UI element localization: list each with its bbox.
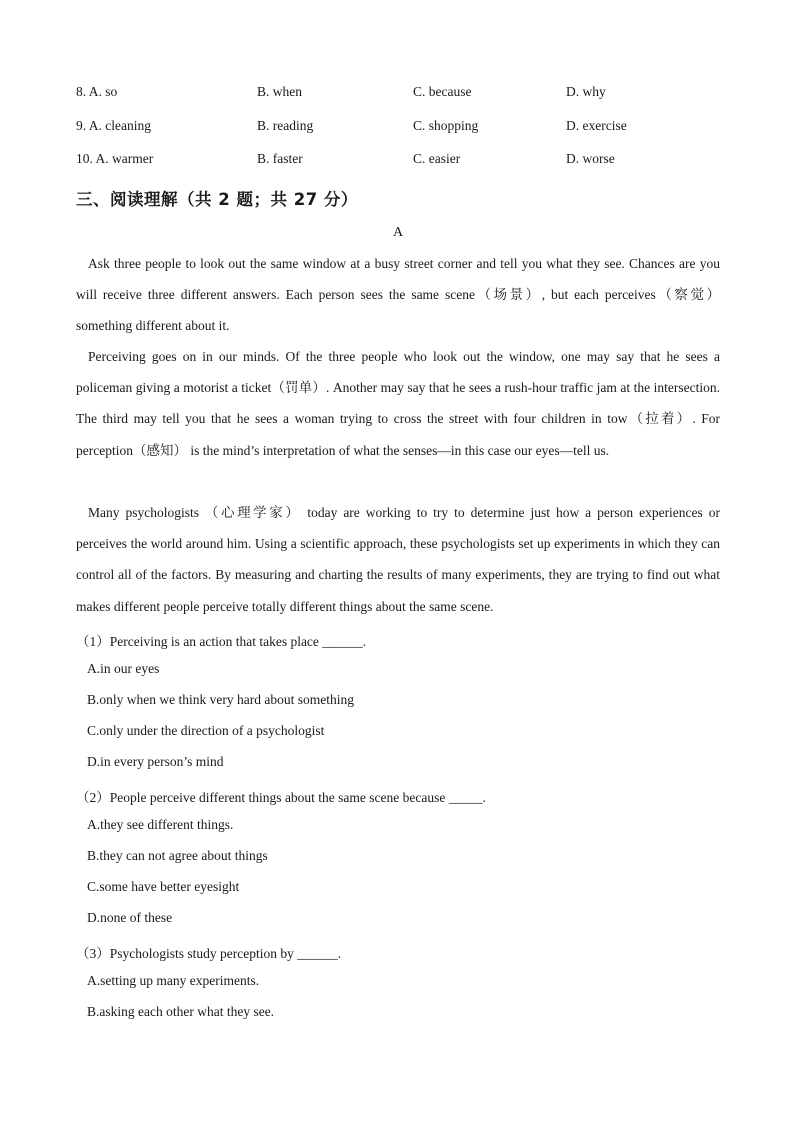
question-2-choice-c: C.some have better eyesight	[87, 879, 240, 894]
option-10-d: D. worse	[566, 151, 615, 166]
passage-paragraph-3: Many psychologists （心理学家） today are working to try to determine just how a person experiences or perceives the world around him. Using a scientific approach, these psychologists set up experiments in which they can control all of the factors. By measuring and charting the results of many experiments, they are trying to find out what makes different people perceive totally different things about the same scene.	[76, 505, 720, 614]
section-title: 三、阅读理解（共 2 题；共 27 分）	[76, 190, 358, 209]
option-8-d: D. why	[566, 84, 606, 99]
question-2-choice-d: D.none of these	[87, 910, 173, 925]
option-row-9	[76, 118, 720, 138]
passage-paragraph-2: Perceiving goes on in our minds. Of the three people who look out the window, one may say that he sees a policeman giving a motorist a ticket（罚单）. Another may say that he sees a rush-hour traffic jam at the intersection. The third may tell you that he sees a woman trying to cross the street with four children in tow（拉着）. For perception（感知） is the mind’s interpretation of what the senses—in this case our eyes—tell us.	[76, 349, 720, 458]
question-2-choice-b: B.they can not agree about things	[87, 848, 268, 863]
option-8-c: C. because	[413, 84, 472, 99]
option-9-b: B. reading	[257, 118, 314, 133]
question-2-choice-a: A.they see different things.	[87, 817, 234, 832]
question-1-choice-b: B.only when we think very hard about something	[87, 692, 354, 707]
option-9-d: D. exercise	[566, 118, 627, 133]
question-3-choice-a: A.setting up many experiments.	[87, 973, 260, 988]
question-2-stem: （2）People perceive different things about the same scene because _____.	[76, 790, 486, 805]
option-10-a: 10. A. warmer	[76, 151, 154, 166]
option-10-b: B. faster	[257, 151, 303, 166]
option-10-c: C. easier	[413, 151, 461, 166]
option-9-c: C. shopping	[413, 118, 479, 133]
question-1-stem: （1）Perceiving is an action that takes place ______.	[76, 634, 367, 649]
option-8-b: B. when	[257, 84, 302, 99]
question-1-choice-a: A.in our eyes	[87, 661, 160, 676]
option-9-a: 9. A. cleaning	[76, 118, 151, 133]
question-1-choice-c: C.only under the direction of a psychologist	[87, 723, 325, 738]
passage-paragraph-1: Ask three people to look out the same window at a busy street corner and tell you what they see. Chances are you will receive three different answers. Each person sees the same scene（场景）, but each perceives（察觉）something different about it.	[76, 256, 720, 334]
passage-label: A	[392, 225, 404, 240]
option-row-10	[76, 151, 720, 171]
question-3-choice-b: B.asking each other what they see.	[87, 1004, 275, 1019]
option-row-8	[76, 84, 720, 104]
question-1-choice-d: D.in every person’s mind	[87, 754, 224, 769]
question-3-stem: （3）Psychologists study perception by ______.	[76, 946, 342, 961]
option-8-a: 8. A. so	[76, 84, 118, 99]
